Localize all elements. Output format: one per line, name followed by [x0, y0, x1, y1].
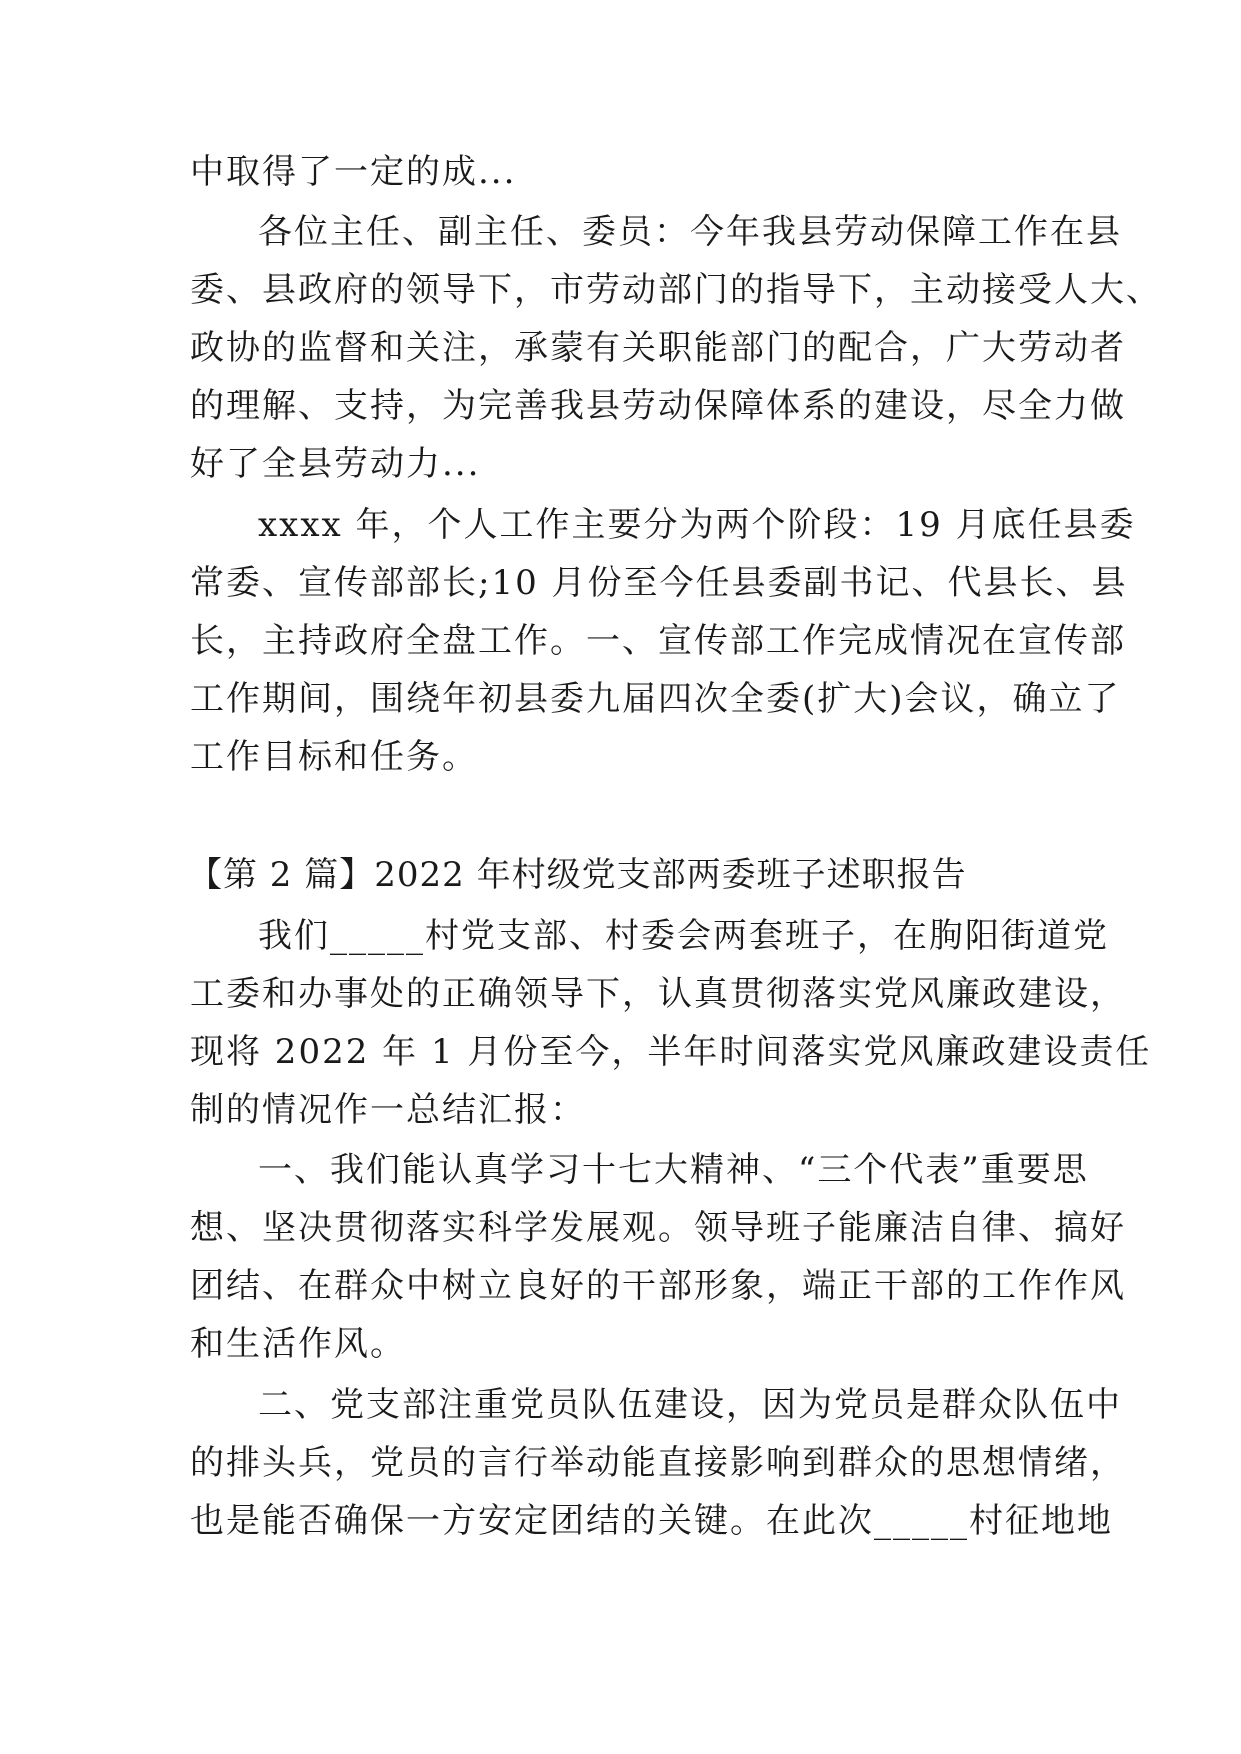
text-line: 我们_____村党支部、村委会两套班子，在朐阳街道党 — [258, 916, 1109, 956]
text-line: 工委和办事处的正确领导下，认真贯彻落实党风廉政建设， — [190, 974, 1126, 1014]
text-line: 各位主任、副主任、委员：今年我县劳动保障工作在县 — [258, 212, 1122, 252]
text-line: 的理解、支持，为完善我县劳动保障体系的建设，尽全力做 — [190, 386, 1126, 426]
text-line: 二、党支部注重党员队伍建设，因为党员是群众队伍中 — [258, 1385, 1122, 1425]
text-line: 常委、宣传部部长;10 月份至今任县委副书记、代县长、县 — [190, 563, 1128, 603]
text-line: 中取得了一定的成... — [190, 152, 517, 192]
text-line: 的排头兵，党员的言行举动能直接影响到群众的思想情绪， — [190, 1443, 1126, 1483]
text-line: 工作目标和任务。 — [190, 737, 478, 777]
text-line: 和生活作风。 — [190, 1324, 406, 1364]
text-line: 现将 2022 年 1 月份至今，半年时间落实党风廉政建设责任 — [190, 1032, 1152, 1072]
text-line: 制的情况作一总结汇报： — [190, 1090, 586, 1130]
text-line: 政协的监督和关注，承蒙有关职能部门的配合，广大劳动者 — [190, 328, 1126, 368]
text-line: 也是能否确保一方安定团结的关键。在此次_____村征地地 — [190, 1501, 1113, 1541]
text-line: 一、我们能认真学习十七大精神、“三个代表”重要思 — [258, 1150, 1089, 1190]
text-line: 长，主持政府全盘工作。一、宣传部工作完成情况在宣传部 — [190, 621, 1126, 661]
text-line: 想、坚决贯彻落实科学发展观。领导班子能廉洁自律、搞好 — [190, 1208, 1126, 1248]
text-line: 团结、在群众中树立良好的干部形象，端正干部的工作作风 — [190, 1266, 1126, 1306]
section-heading: 【第 2 篇】2022 年村级党支部两委班子述职报告 — [188, 855, 967, 895]
text-line: 好了全县劳动力... — [190, 444, 481, 484]
text-line: xxxx 年，个人工作主要分为两个阶段：19 月底任县委 — [258, 505, 1136, 545]
text-line: 工作期间，围绕年初县委九届四次全委(扩大)会议，确立了 — [190, 679, 1121, 719]
text-line: 委、县政府的领导下，市劳动部门的指导下，主动接受人大、 — [190, 270, 1162, 310]
